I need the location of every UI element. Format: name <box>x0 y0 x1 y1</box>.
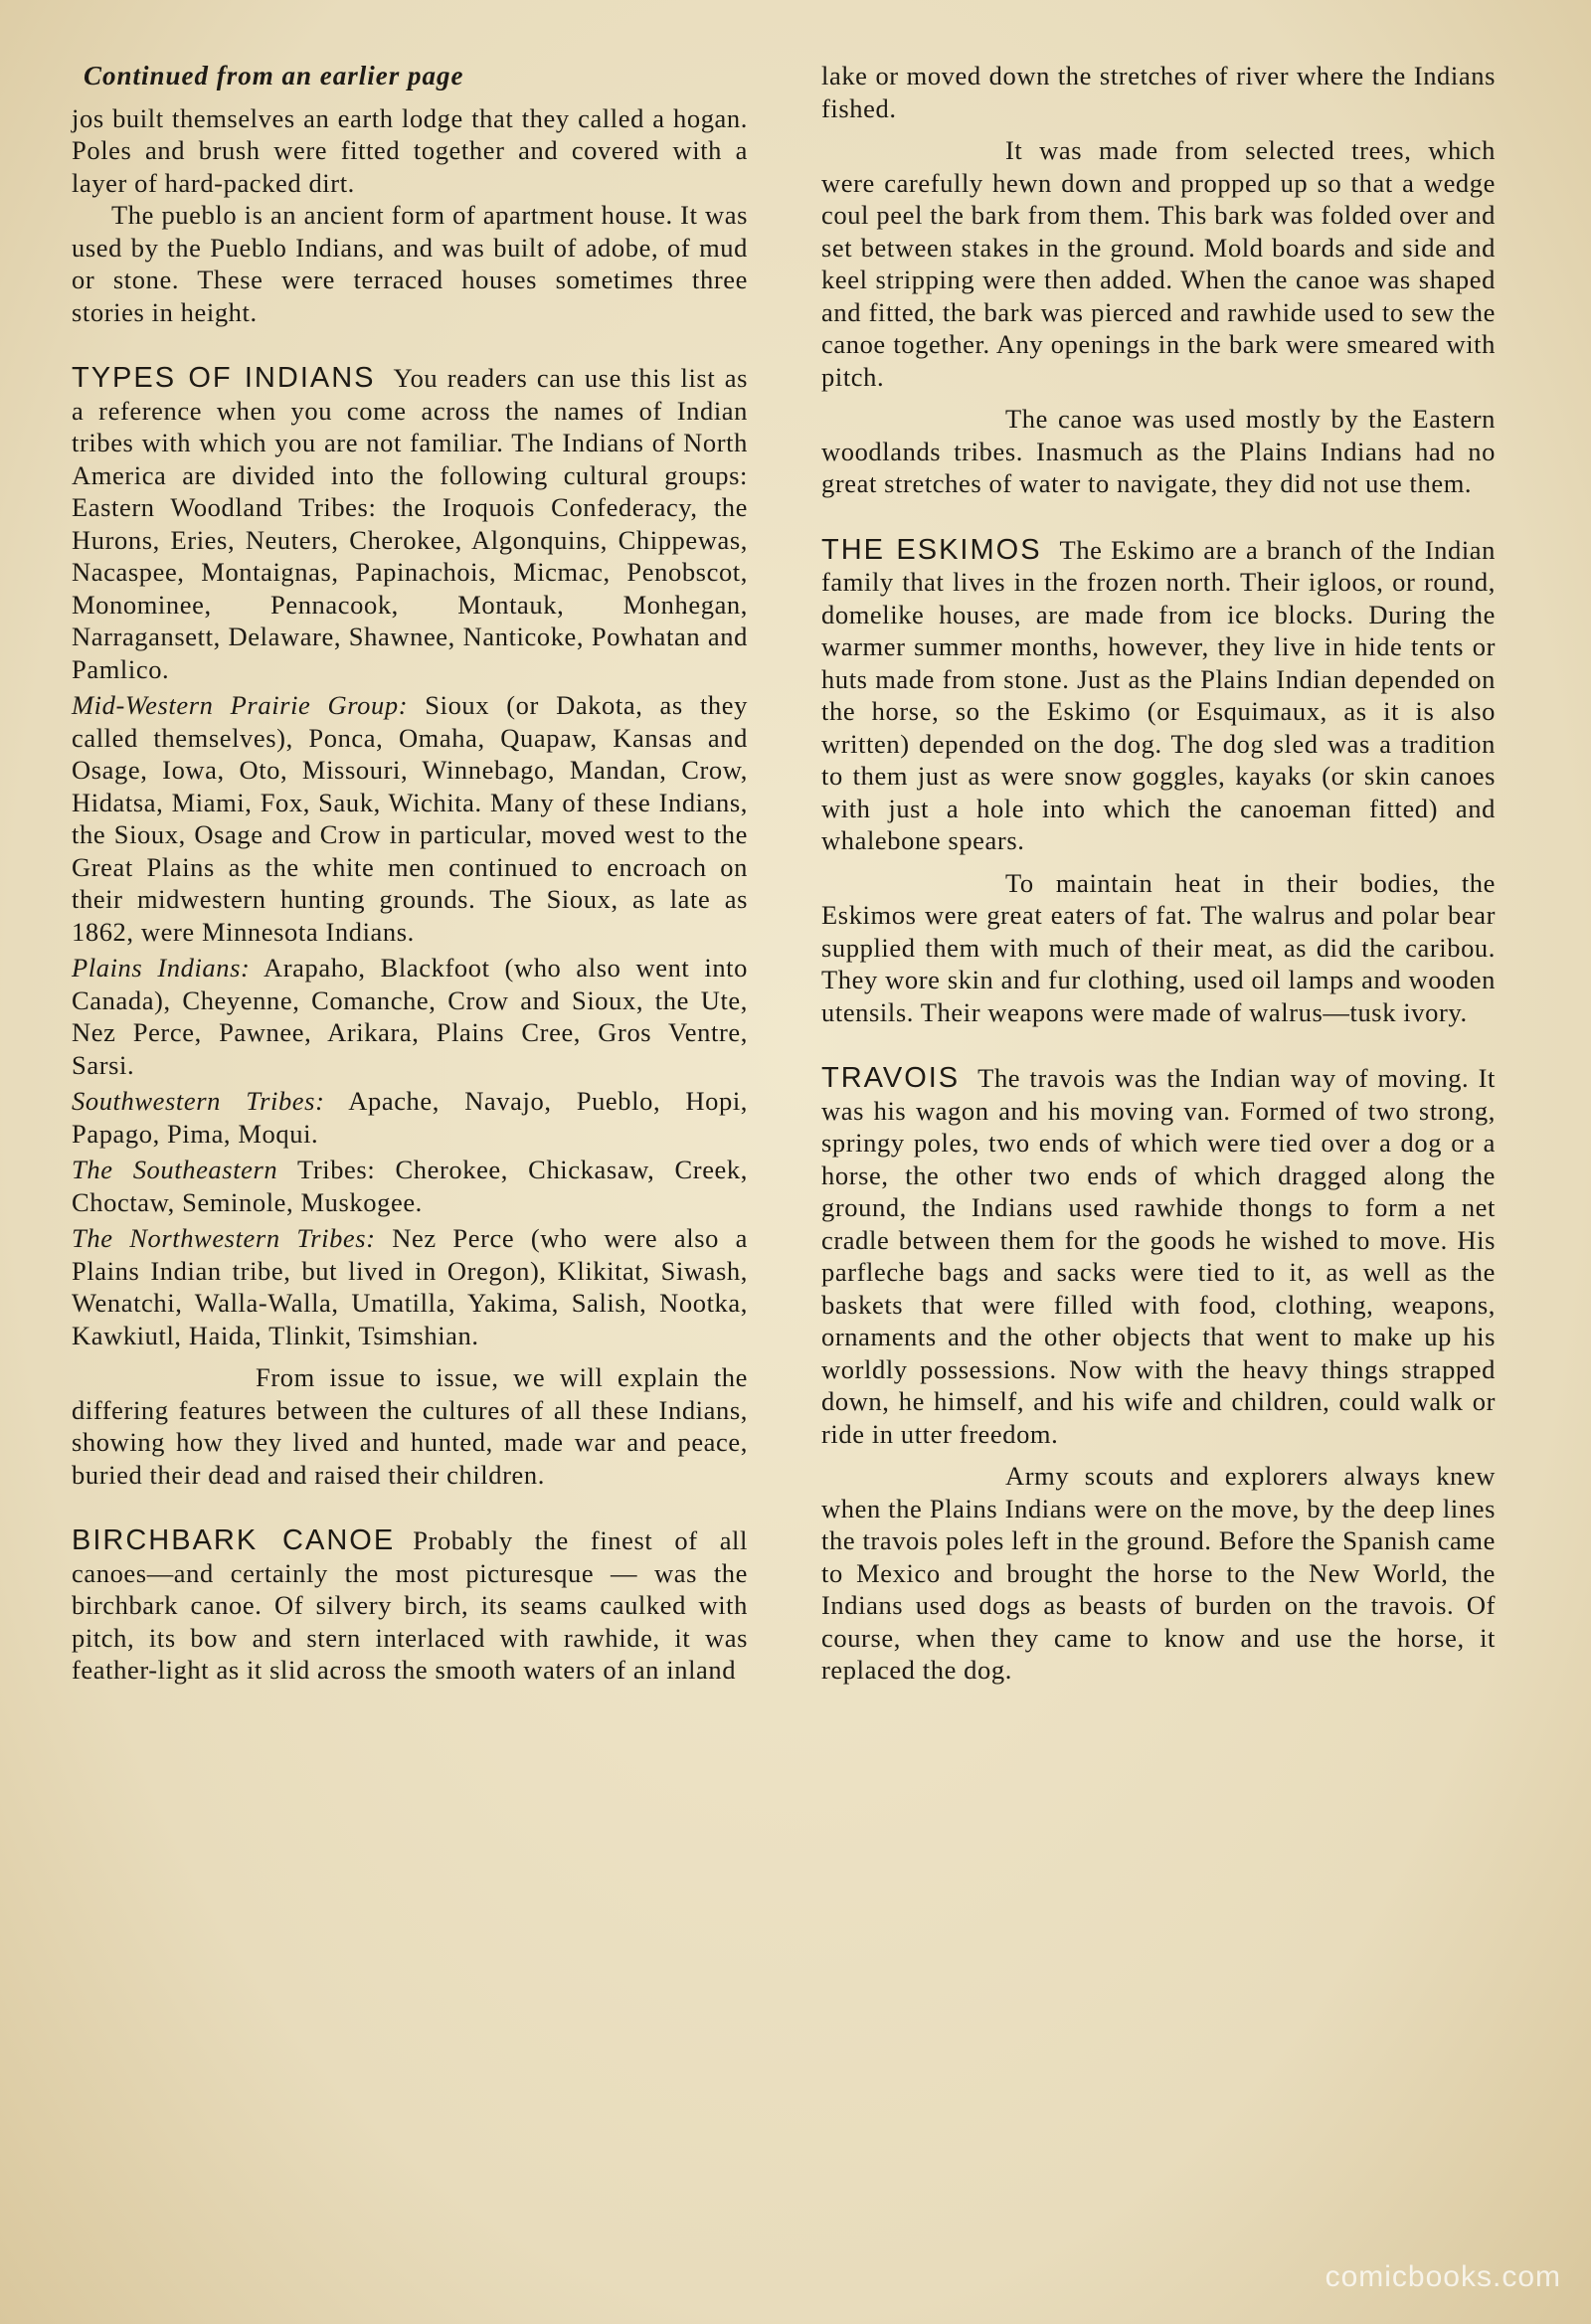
midwest-label: Mid-Western Prairie Group: <box>72 690 409 720</box>
watermark-text: comicbooks.com <box>1325 2260 1561 2293</box>
southeast-text: Tribes: Cherokee, Chickasaw, Creek, Choctaw, Seminole, Muskogee. <box>72 1155 748 1217</box>
canoe-construction: It was made from selected trees, which were carefully hewn down and propped up so that a wedge coul peel the bark from them. This bark was folded over and set between stakes in the ground. Mold boards and side and keel stripping were then added. When the canoe was shaped and fitted, the bark was pierced and rawhide used to sew the canoe together. Any openings in the bark were smeared with pitch. <box>821 135 1496 392</box>
plains-text: Arapaho, Blackfoot (who also went into Canada), Cheyenne, Comanche, Crow and Sioux, the Ute, Nez Perce, Pawnee, Arikara, Plains Cree, Gros Ventre, Sarsi. <box>72 953 748 1080</box>
types-of-indians-section <box>72 362 748 1491</box>
hogan-paragraph: jos built themselves an earth lodge that they called a hogan. Poles and brush were fitted together and covered with a layer of hard-packed dirt. <box>72 102 748 198</box>
southeast-label: The Southeastern <box>72 1155 278 1184</box>
travois-p2: Army scouts and explorers always knew when the Plains Indians were on the move, by the deep lines the travois poles left in the ground. Before the Spanish came to Mexico and brought the horse to the New World, the Indians used dogs as beasts of burden on the travois. Of course, when they came to know and use the horse, it replaced the dog. <box>821 1461 1496 1685</box>
eskimos-p1: The Eskimo are a branch of the Indian family that lives in the frozen north. Their igloos, or round, domelike houses, are made from ice blocks. During the warmer summer months, however, they live in hide tents or huts made from stone. Just as the Plains Indian depended on the horse, so the Eskimo (or Esquimaux, as it is also written) depended on the dog. The dog sled was a tradition to them just as were snow goggles, kayaks (or skin canoes with just a hole into which the canoeman fitted) and whalebone spears. <box>821 534 1497 855</box>
pueblo-paragraph: The pueblo is an ancient form of apartment house. It was used by the Pueblo Indians, and was built of adobe, of mud or stone. These were terraced houses sometimes three stories in height. <box>72 200 748 327</box>
types-intro: You readers can use this list as a reference when you come across the names of Indian tribes with which you are not familiar. The Indians of North America are divided into the following cultural groups: Eastern Woodland Tribes: the Iroquois Confederacy, the Hurons, Eries, Neuters, Cherokee, Algonquins, Chippewas, Nacaspee, Montaignas, Papinachois, Micmac, Penobscot, Monominee, Pennacook, Montauk, Monhegan, Narragansett, Delaware, Shawnee, Nanticoke, Powhatan and Pamlico. <box>72 363 748 684</box>
eskimos-p2: To maintain heat in their bodies, the Eskimos were great eaters of fat. The walrus and polar bear supplied them with much of their meat, as did the caribou. They wore skin and fur clothing, used oil lamps and wooden utensils. Their weapons were made of walrus—tusk ivory. <box>821 867 1496 1027</box>
travois-heading: TRAVOIS <box>821 1062 961 1094</box>
northwest-text: Nez Perce (who were also a Plains Indian tribe, but lived in Oregon), Klikitat, Siwash, Wenatchi, Walla-Walla, Umatilla, Yakima, Salish, Nootka, Kawkiutl, Haida, Tlinkit, Tsimshian. <box>72 1223 748 1350</box>
southwest-label: Southwestern Tribes: <box>72 1086 325 1116</box>
eskimos-heading: THE ESKIMOS <box>821 533 1042 566</box>
canoe-heading: BIRCHBARK CANOE <box>72 1524 396 1556</box>
midwest-text: Sioux (or Dakota, as they called themselves), Ponca, Omaha, Quapaw, Kansas and Osage, Iowa, Oto, Missouri, Winnebago, Mandan, Crow, Hidatsa, Miami, Fox, Sauk, Wichita. Many of these Indians, the Sioux, Osage and Crow in particular, moved west to the Great Plains as the white men continued to encroach on their midwestern hunting grounds. The Sioux, as late as 1862, were Minnesota Indians. <box>72 690 748 947</box>
travois-p1: The travois was the Indian way of moving. It was his wagon and his moving van. Formed of two strong, springy poles, two ends of which were tied over a dog or a horse, the other two ends of which dragged along the ground, the Indians used rawhide thongs to form a net cradle between them for the goods he wished to move. His parfleche bags and sacks were tied to it, as well as the baskets that were filled with food, clothing, weapons, ornaments and the other objects that went to make up his worldly possessions. Now with the heavy things strapped down, he himself, and his wife and children, could walk or ride in utter freedom. <box>821 1063 1496 1449</box>
eskimos-section <box>821 534 1496 1029</box>
plains-label: Plains Indians: <box>72 953 251 983</box>
types-heading: TYPES OF INDIANS <box>72 362 376 394</box>
canoe-text: Probably the finest of all canoes—and certainly the most picturesque — was the birchbark canoe. Of silvery birch, its seams caulked with pitch, its bow and stern interlaced with rawhide, it was feather-light as it slid across the smooth waters of an inland <box>72 1525 748 1685</box>
right-column <box>821 60 1496 1687</box>
travois-section <box>821 1062 1496 1687</box>
southwest-text: Apache, Navajo, Pueblo, Hopi, Papago, Pima, Moqui. <box>72 1086 749 1149</box>
continued-note: Continued from an earlier page <box>84 61 464 90</box>
northwest-label: The Northwestern Tribes: <box>72 1223 376 1253</box>
types-closing: From issue to issue, we will explain the differing features between the cultures of all these Indians, showing how they lived and hunted, made war and peace, buried their dead and raised their children. <box>72 1362 748 1490</box>
birchbark-canoe-section <box>72 1524 748 1687</box>
canoe-usage: The canoe was used mostly by the Eastern woodlands tribes. Inasmuch as the Plains Indians had no great stretches of water to navigate, they did not use them. <box>821 404 1496 498</box>
left-column <box>72 60 748 1687</box>
canoe-continued: lake or moved down the stretches of river where the Indians fished. <box>821 61 1496 123</box>
